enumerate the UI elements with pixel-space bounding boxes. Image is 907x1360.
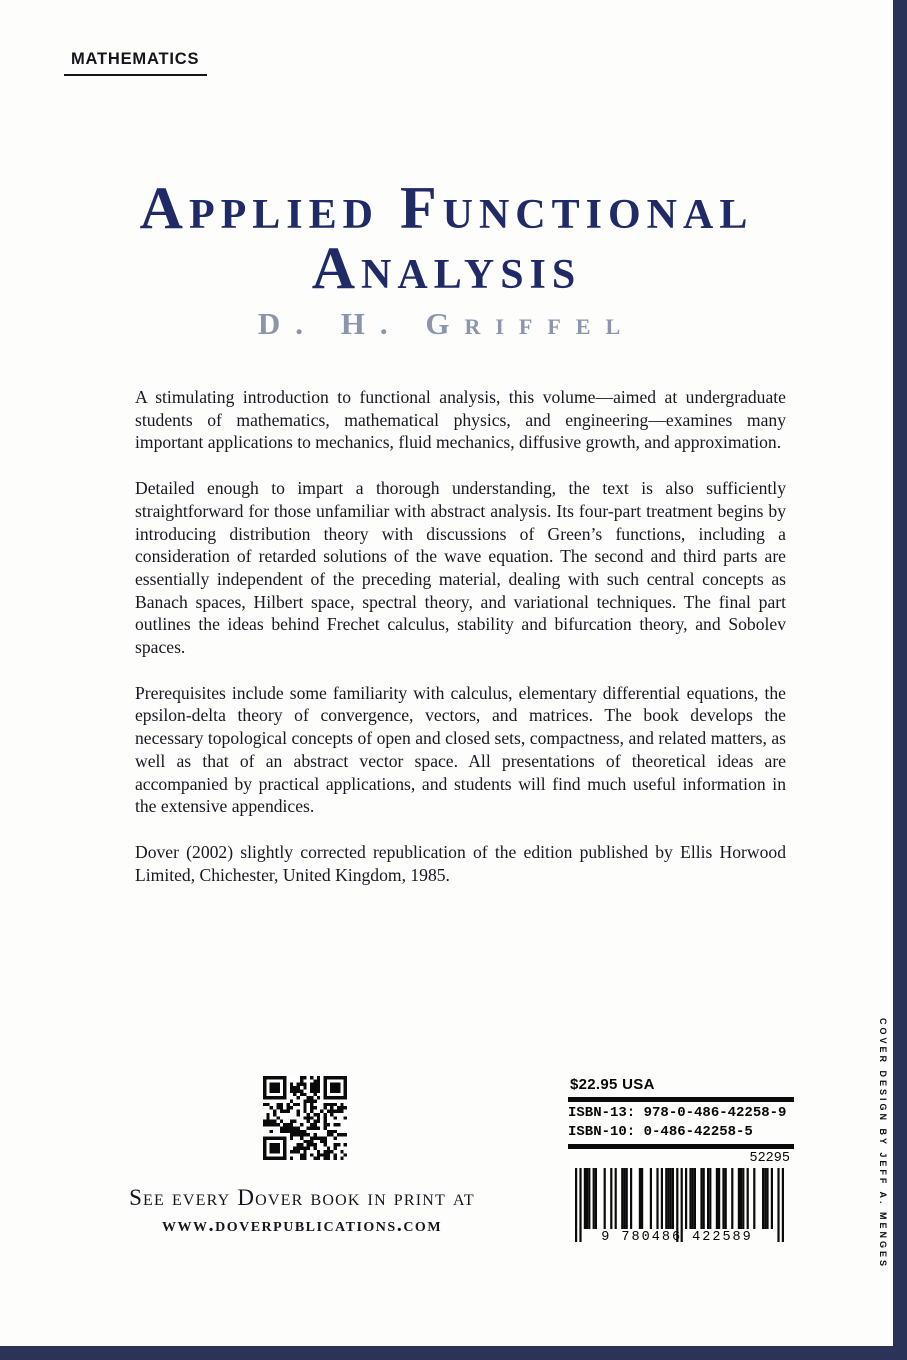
cover-edge-right	[893, 0, 907, 1360]
publisher-promo	[110, 1184, 494, 1238]
book-title-line1: Applied Functional	[139, 175, 754, 241]
description-paragraph-2: Detailed enough to impart a thorough understanding, the text is also sufficiently straightforward for those unfamiliar with abstract analysis. Its four-part treatment begins by introducing distribution theory with discussions of Green’s functions, including a consideration of retarded solutions of the wave equation. The second and third parts are essentially independent of the preceding material, dealing with such central concepts as Banach spaces, Hilbert space, spectral theory, and variational techniques. The final part outlines the ideas behind Frechet calculus, stability and bifurcation theory, and Sobolev spaces.	[135, 478, 786, 658]
cover-edge-bottom	[0, 1346, 907, 1360]
isbn-barcode-block	[568, 1076, 794, 1260]
cover-design-credit: COVER DESIGN BY JEFF A. MENGES	[878, 1018, 888, 1270]
qr-code-icon	[263, 1076, 347, 1160]
barcode-number: 9 780486 422589	[601, 1230, 753, 1245]
book-title-line2: Analysis	[311, 235, 582, 301]
isbn-lines	[568, 1102, 794, 1144]
isbn-10-label: ISBN-10: 0-486-42258-5	[568, 1123, 753, 1140]
author-name: D. H. Griffel	[257, 306, 636, 341]
description-paragraph-1: A stimulating introduction to functional analysis, this volume—aimed at undergraduate students of mathematics, mathematical physics, and engineering—examines many important applications to mechanics, fluid mechanics, diffusive growth, and approximation.	[135, 387, 786, 453]
qr-code-graphic	[263, 1076, 347, 1160]
book-description	[135, 386, 786, 909]
isbn-13-label: ISBN-13: 978-0-486-42258-9	[568, 1105, 787, 1121]
ean-barcode-icon	[568, 1168, 794, 1260]
edition-note-paragraph: Dover (2002) slightly corrected republication of the edition published by Ellis Horwood Limited, Chichester, United Kingdom, 1985.	[135, 841, 786, 885]
dover-tagline: See every Dover book in print at	[129, 1185, 475, 1210]
category-label: MATHEMATICS	[64, 50, 207, 76]
price-label: $22.95 USA	[570, 1076, 655, 1093]
book-title	[0, 175, 893, 301]
dover-website: www.doverpublications.com	[161, 1214, 443, 1236]
barcode-addon-number: 52295	[749, 1151, 790, 1166]
description-paragraph-3: Prerequisites include some familiarity with calculus, elementary differential equations, the epsilon-delta theory of convergence, vectors, and matrices. The book develops the necessary topological concepts of open and closed sets, compactness, and related matters, as well as that of an abstract vector space. All presentations of theoretical ideas are accompanied by practical applications, and students will find much useful information in the extensive appendices.	[135, 682, 786, 817]
